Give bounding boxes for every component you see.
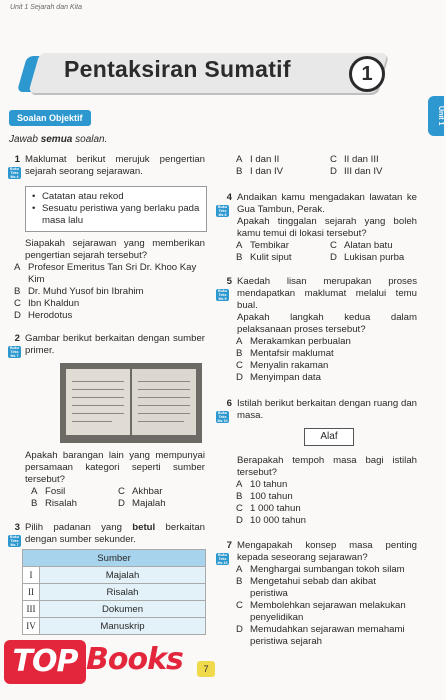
question-number: 1 (14, 154, 20, 165)
question-text: Andaikan kamu mengadakan lawatan ke Gua Tambun, Perak. (237, 192, 417, 215)
table-row: I Majalah (23, 567, 206, 584)
page-title: Pentaksiran Sumatif (64, 56, 291, 82)
question-number: 5 (226, 276, 232, 287)
question-number: 7 (226, 540, 232, 551)
question-number: 2 (14, 333, 20, 344)
question-stem: Apakah barangan lain yang mempunyai persamaan kategori seperti sumber tersebut? (25, 450, 205, 485)
term-box: Alaf (304, 428, 354, 446)
manuscript-photo (60, 363, 202, 443)
question-number: 4 (226, 192, 232, 203)
question-number: 3 (14, 522, 20, 533)
textbook-badge: Buku Teks Ms 4 (8, 167, 21, 179)
page-number: 7 (197, 661, 215, 677)
topbooks-logo (4, 640, 200, 690)
bullet-item: • Catatan atau rekod (32, 191, 200, 203)
question-text: Gambar berikut berkaitan dengan sumber primer. (25, 333, 205, 356)
textbook-badge: Buku Teks Ms 7 (8, 535, 21, 547)
question-text: Maklumat berikut merujuk pengertian sejarah seorang sejarawan. (25, 154, 205, 177)
question-stem: Apakah langkah kedua dalam pelaksanaan proses tersebut? (237, 312, 417, 335)
bullet-item: • Sesuatu peristiwa yang berlaku pada masa lalu (32, 203, 200, 227)
table-row: IV Manuskrip (23, 618, 206, 635)
question-text: Istilah berikut berkaitan dengan ruang dan masa. (237, 398, 417, 421)
question-stem: Berapakah tempoh masa bagi istilah tersebut? (237, 455, 417, 478)
table-header: Sumber (23, 550, 206, 567)
question-stem: Siapakah sejarawan yang memberikan pengertian sejarah tersebut? (25, 238, 205, 261)
unit-side-tab: Unit 1 (428, 96, 444, 136)
question-text: Pilih padanan yang betul berkaitan dengan sumber sekunder. (25, 522, 205, 545)
source-table (22, 549, 206, 635)
question-stem: Apakah tinggalan sejarah yang boleh kamu temui di lokasi tersebut? (237, 216, 417, 239)
question-text: Kaedah lisan merupakan proses mendapatkan maklumat melalui temu bual. (237, 276, 417, 311)
logo-top-text: TOP (4, 640, 86, 684)
title-number-badge: 1 (349, 56, 385, 92)
instruction-text: Jawab semua soalan. (9, 134, 108, 145)
table-row: III Dokumen (23, 601, 206, 618)
question-number: 6 (226, 398, 232, 409)
textbook-badge: Buku Teks Ms 8 (216, 205, 229, 217)
textbook-badge: Buku Teks Ms 9 (216, 289, 229, 301)
section-label: Soalan Objektif (9, 110, 91, 126)
unit-header: Unit 1 Sejarah dan Kita (10, 4, 82, 11)
textbook-badge: Buku Teks Ms 10 (217, 411, 228, 423)
info-box (25, 186, 207, 232)
textbook-badge: Buku Teks Ms 10 (217, 553, 228, 565)
worksheet-page: Unit 1 Sejarah dan Kita Pentaksiran Sumatif 1 Unit 1 Soalan Objektif Jawab semua soalan. 1 Buku Teks Ms 4 Maklumat berikut merujuk pengertian sejarah seorang sejarawan. • Catatan atau rekod • Sesuatu peristiwa yang berlaku pada masa lalu Siapakah sejarawan yang memberikan pengertian sejarah tersebut? A Profesor Emeritus Tan Sri Dr. Khoo Kay Kim B Dr. Muhd Yusof bin Ibrahim C Ibn Khaldun D Herodotus 2 Buku Teks Ms 7 Gambar berikut berkaitan dengan sumber primer. Apakah barangan lain yang mempunyai persamaan kategori seperti sumber tersebut? A Fosil C Akhbar B Risalah D Majalah 3 Buku Teks Ms 7 Pilih padanan yang betul berkaitan dengan sumber sekunder. Sumber I Majalah II Risalah III Dokumen IV Manuskrip A I dan II C II dan III B I dan IV D III dan IV 4 Buku Teks Ms 8 Andaikan kamu mengadakan lawatan ke Gua Tambun, Perak. Apakah tinggalan sejarah yang boleh kamu temui di lokasi tersebut? A Tembikar C Alatan batu B Kulit siput D Lukisan purba 5 Buku Teks Ms 9 Kaedah lisan merupakan proses mendapatkan maklumat melalui temu bual. Apakah langkah kedua dalam pelaksanaan proses tersebut? A Merakamkan perbualan B Mentafsir maklumat C Menyalin rakaman D Menyimpan data 6 Buku Teks Ms 10 Istilah berikut berkaitan dengan ruang dan masa. Alaf Berapakah tempoh masa bagi istilah tersebut? A 10 tahun B 100 tahun C 1 000 tahun D 10 000 tahun 7 Buku Teks Ms 10 Mengapakah konsep masa penting kepada seseorang sejarawan? A Menghargai sumbangan tokoh silam B Mengetahui sebab dan akibat peristiwa C Membolehkan sejarawan melakukan penyelidikan D Memudahkan sejarawan memahami peristiwa sejarah 7 TOP Books (0, 0, 446, 700)
logo-books-text: Books (86, 642, 183, 677)
question-text: Mengapakah konsep masa penting kepada seseorang sejarawan? (237, 540, 417, 563)
table-row: II Risalah (23, 584, 206, 601)
textbook-badge: Buku Teks Ms 7 (8, 346, 21, 358)
